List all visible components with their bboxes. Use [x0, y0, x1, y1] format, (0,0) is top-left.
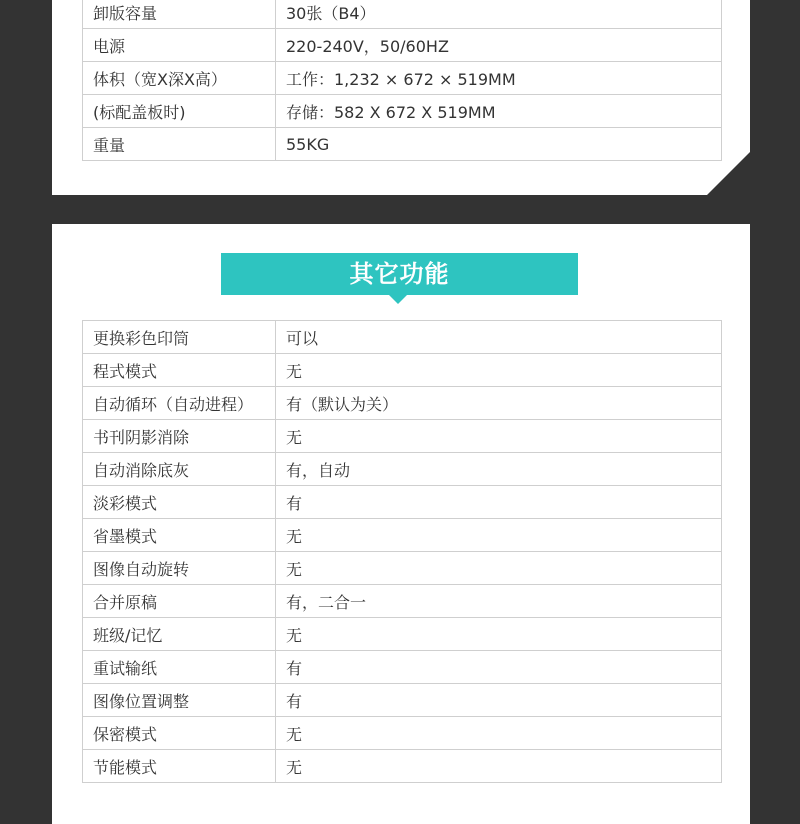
- spec-label: 体积（宽X深X高）: [83, 62, 276, 95]
- feature-label: 省墨模式: [83, 519, 276, 552]
- spec-label: 电源: [83, 29, 276, 62]
- table-row: [83, 750, 722, 783]
- section-title-banner: 其它功能: [221, 253, 578, 295]
- table-row: [83, 585, 722, 618]
- spec-label: 重量: [83, 128, 276, 161]
- table-row: [83, 519, 722, 552]
- feature-value: 无: [276, 750, 722, 783]
- feature-label: 更换彩色印筒: [83, 321, 276, 354]
- spec-table-top: [82, 0, 722, 161]
- feature-value: 无: [276, 519, 722, 552]
- table-row: [83, 453, 722, 486]
- table-row: [83, 29, 722, 62]
- feature-value: 有，自动: [276, 453, 722, 486]
- table-row: [83, 486, 722, 519]
- feature-value: 有: [276, 651, 722, 684]
- feature-label: 自动循环（自动进程）: [83, 387, 276, 420]
- feature-label: 程式模式: [83, 354, 276, 387]
- table-row: [83, 420, 722, 453]
- table-row: [83, 552, 722, 585]
- feature-label: 合并原稿: [83, 585, 276, 618]
- table-row: [83, 651, 722, 684]
- feature-label: 淡彩模式: [83, 486, 276, 519]
- feature-value: 无: [276, 618, 722, 651]
- feature-value: 无: [276, 420, 722, 453]
- feature-value: 有: [276, 684, 722, 717]
- feature-value: 无: [276, 354, 722, 387]
- feature-value: 有: [276, 486, 722, 519]
- spec-value: 55KG: [276, 128, 722, 161]
- table-row: [83, 354, 722, 387]
- spec-value: 220-240V，50/60HZ: [276, 29, 722, 62]
- spec-label: (标配盖板时): [83, 95, 276, 128]
- features-table: [82, 320, 722, 783]
- spec-value: 工作：1,232 × 672 × 519MM: [276, 62, 722, 95]
- feature-value: 无: [276, 552, 722, 585]
- table-row: [83, 618, 722, 651]
- feature-value: 有，二合一: [276, 585, 722, 618]
- feature-value: 无: [276, 717, 722, 750]
- table-row: [83, 387, 722, 420]
- feature-label: 自动消除底灰: [83, 453, 276, 486]
- table-row: [83, 684, 722, 717]
- banner-arrow: [388, 294, 408, 304]
- feature-label: 图像自动旋转: [83, 552, 276, 585]
- spec-label: 卸版容量: [83, 0, 276, 29]
- table-row: [83, 0, 722, 29]
- table-row: [83, 128, 722, 161]
- feature-label: 节能模式: [83, 750, 276, 783]
- feature-label: 图像位置调整: [83, 684, 276, 717]
- feature-value: 可以: [276, 321, 722, 354]
- feature-label: 班级/记忆: [83, 618, 276, 651]
- spec-value: 30张（B4）: [276, 0, 722, 29]
- table-row: [83, 717, 722, 750]
- feature-label: 保密模式: [83, 717, 276, 750]
- table-row: [83, 321, 722, 354]
- spec-value: 存储：582 X 672 X 519MM: [276, 95, 722, 128]
- feature-value: 有（默认为关）: [276, 387, 722, 420]
- feature-label: 书刊阴影消除: [83, 420, 276, 453]
- table-row: [83, 62, 722, 95]
- table-row: [83, 95, 722, 128]
- feature-label: 重试输纸: [83, 651, 276, 684]
